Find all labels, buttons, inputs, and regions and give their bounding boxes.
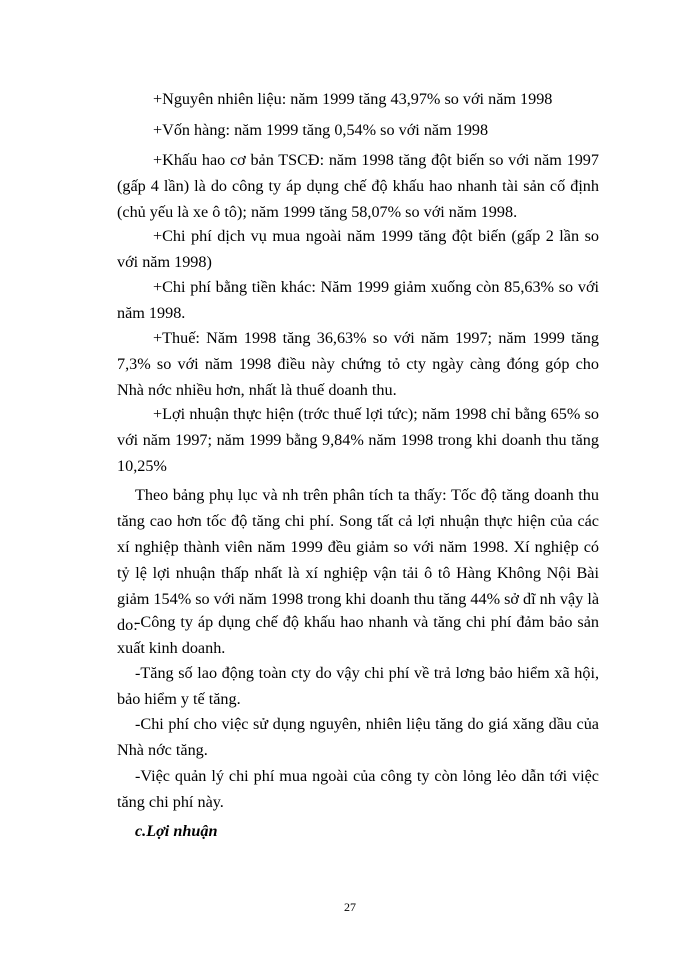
page-number: 27 <box>344 900 356 914</box>
paragraph-realized-profit: +Lợi nhuận thực hiện (trớc thuế lợi tức); năm 1998 chỉ bằng 65% so với năm 1997; năm 1999 bằng 9,84% năm 1998 trong khi doanh thu tăng 10,25% <box>117 405 599 475</box>
paragraph-reason-depreciation: -Công ty áp dụng chế độ khấu hao nhanh và tăng chi phí đảm bảo sản xuất kinh doanh. <box>117 613 599 657</box>
paragraph-reason-labor: -Tăng số lao động toàn cty do vậy chi phí về trả lơng bảo hiểm xã hội, bảo hiểm y tế tăng. <box>117 664 599 708</box>
paragraph-reason-purchasing: -Việc quản lý chi phí mua ngoài của công ty còn lỏng lẻo dẫn tới việc tăng chi phí này. <box>117 767 599 811</box>
paragraph-capital-goods: +Vốn hàng: năm 1999 tăng 0,54% so với năm 1998 <box>153 121 489 139</box>
paragraph-depreciation: +Khấu hao cơ bản TSCĐ: năm 1998 tăng đột biến so với năm 1997 (gấp 4 lần) là do công ty áp dụng chế độ khấu hao nhanh tài sản cố định (chủ yếu là xe ô tô); năm 1999 tăng 58,07% so với năm 1998. <box>117 151 599 221</box>
paragraph-outsourced-services: +Chi phí dịch vụ mua ngoài năm 1999 tăng đột biến (gấp 2 lần so với năm 1998) <box>117 227 599 271</box>
paragraph-raw-materials: +Nguyên nhiên liệu: năm 1999 tăng 43,97% so với năm 1998 <box>153 90 553 108</box>
paragraph-analysis: Theo bảng phụ lục và nh trên phân tích ta thấy: Tốc độ tăng doanh thu tăng cao hơn tốc độ tăng chi phí. Song tất cả lợi nhuận thực hiện của các xí nghiệp thành viên năm 1999 đều giảm so với năm 1998. Xí nghiệp có tỷ lệ lợi nhuận thấp nhất là xí nghiệp vận tải ô tô Hàng Không Nội Bài giảm 154% so với năm 1998 trong khi doanh thu tăng 44% sở dĩ nh vậy là do: <box>117 486 600 634</box>
paragraph-tax: +Thuế: Năm 1998 tăng 36,63% so với năm 1997; năm 1999 tăng 7,3% so với năm 1998 điều này chứng tỏ cty ngày càng đóng góp cho Nhà nớc nhiều hơn, nhất là thuế doanh thu. <box>117 329 599 399</box>
paragraph-reason-fuel: -Chi phí cho việc sử dụng nguyên, nhiên liệu tăng do giá xăng dầu của Nhà nớc tăng. <box>117 715 599 759</box>
paragraph-other-cash-costs: +Chi phí bằng tiền khác: Năm 1999 giảm xuống còn 85,63% so với năm 1998. <box>117 278 599 322</box>
section-heading: c.Lợi nhuận <box>135 822 218 840</box>
